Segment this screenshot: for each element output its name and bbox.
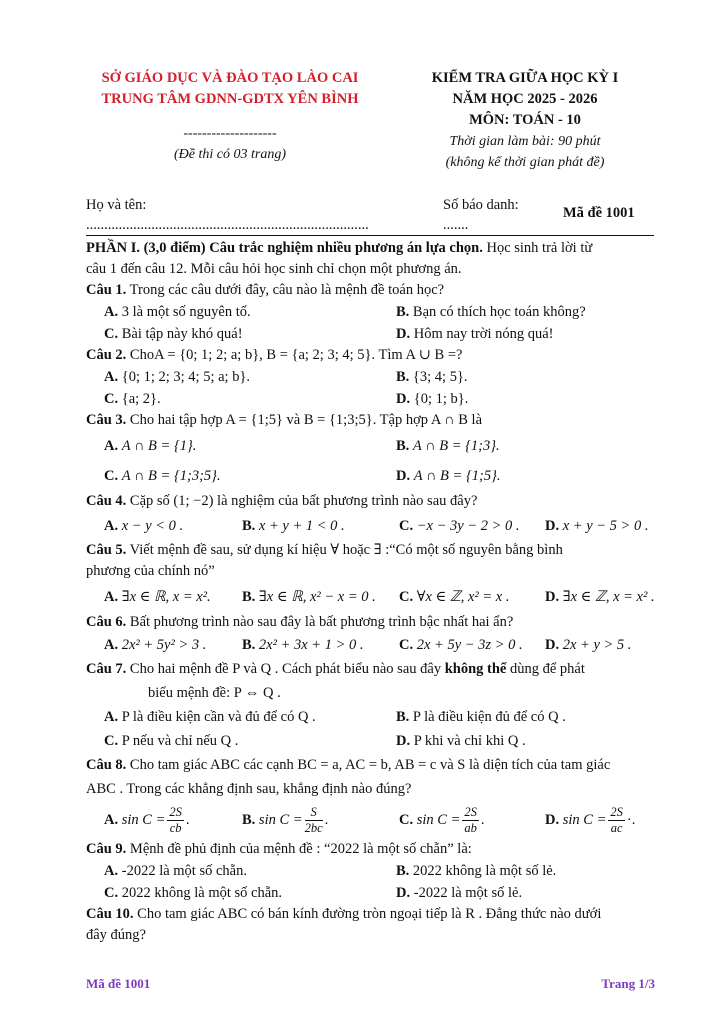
- question-9: Câu 9. Mệnh đề phủ định của mệnh đề : “2022 là một số chẵn” là:: [86, 841, 472, 857]
- option-b[interactable]: B. P là điều kiện đủ để có Q .: [396, 709, 566, 725]
- question-6: Câu 6. Bất phương trình nào sau đây là bất phương trình bậc nhất hai ẩn?: [86, 614, 514, 630]
- part1-instructions: PHẦN I. (3,0 điểm) Câu trắc nghiệm nhiều phương án lựa chọn. Học sinh trả lời từ: [86, 240, 593, 256]
- option-b[interactable]: B. x + y + 1 < 0 .: [242, 518, 345, 534]
- option-d[interactable]: D. -2022 là một số lẻ.: [396, 885, 523, 901]
- question-6-options: [86, 633, 656, 657]
- question-1-options: [86, 301, 656, 323]
- option-a[interactable]: A. {0; 1; 2; 3; 4; 5; a; b}.: [104, 369, 251, 385]
- option-a[interactable]: A. ∃x ∈ ℝ, x = x².: [104, 589, 211, 605]
- question-3: Câu 3. Cho hai tập hợp A = {1;5} và B = {1;3;5}. Tập hợp A ∩ B là: [86, 412, 482, 428]
- student-id: [443, 195, 519, 235]
- option-c[interactable]: C. ∀x ∈ ℤ, x² = x .: [399, 589, 510, 605]
- name-dots: ..............................................................................: [86, 217, 369, 233]
- exam-code: Mã đề 1001: [563, 205, 635, 221]
- option-a[interactable]: A. A ∩ B = {1}.: [104, 438, 197, 454]
- question-2: Câu 2. ChoA = {0; 1; 2; a; b}, B = {a; 2; 3; 4; 5}. Tìm A ∪ B =?: [86, 347, 463, 363]
- option-d[interactable]: D. ∃x ∈ ℤ, x = x² .: [545, 589, 655, 605]
- option-d[interactable]: D. x + y − 5 > 0 .: [545, 518, 649, 534]
- fraction: $\frac{S}{2bc}$: [304, 805, 323, 836]
- option-c[interactable]: C. {a; 2}.: [104, 391, 161, 407]
- option-b[interactable]: B. A ∩ B = {1;3}.: [396, 438, 500, 454]
- center-name: TRUNG TÂM GDNN-GDTX YÊN BÌNH: [101, 91, 359, 107]
- option-d[interactable]: D. 2x + y > 5 .: [545, 637, 632, 653]
- option-b[interactable]: B. 2x² + 3x + 1 > 0 .: [242, 637, 364, 653]
- option-a[interactable]: A. -2022 là một số chẵn.: [104, 863, 247, 879]
- header-divider: --------------------: [183, 126, 277, 141]
- question-5-options: [86, 582, 656, 612]
- header-right: [400, 68, 650, 173]
- option-b[interactable]: B. Bạn có thích học toán không?: [396, 304, 586, 320]
- student-name: [86, 195, 369, 235]
- question-5-line2: phương của chính nó”: [86, 563, 215, 579]
- option-b[interactable]: B. {3; 4; 5}.: [396, 369, 468, 385]
- exam-content: [86, 238, 656, 946]
- option-b[interactable]: B. ∃x ∈ ℝ, x² − x = 0 .: [242, 589, 376, 605]
- question-3-options: [86, 431, 656, 461]
- fraction: $\frac{2S}{ab}$: [464, 805, 477, 836]
- header-rule: [86, 235, 654, 236]
- question-2-options: [86, 366, 656, 388]
- question-8: Câu 8. Cho tam giác ABC các cạnh BC = a, AC = b, AB = c và S là diện tích của tam giác: [86, 757, 611, 773]
- option-a[interactable]: A. sin C = $\frac{2S}{cb}$ .: [104, 805, 190, 836]
- option-c[interactable]: C. P nếu và chỉ nếu Q .: [104, 733, 239, 749]
- school-year: NĂM HỌC 2025 - 2026: [452, 91, 598, 107]
- question-8-line2: ABC . Trong các khẳng định sau, khẳng định nào đúng?: [86, 781, 412, 797]
- question-8-options: [86, 801, 656, 839]
- option-d[interactable]: D. {0; 1; b}.: [396, 391, 469, 407]
- fraction: $\frac{2S}{ac}$: [610, 805, 623, 836]
- question-9-options: [86, 860, 656, 882]
- option-a[interactable]: A. x − y < 0 .: [104, 518, 184, 534]
- option-c[interactable]: C. −x − 3y − 2 > 0 .: [399, 518, 520, 534]
- option-d[interactable]: D. A ∩ B = {1;5}.: [396, 468, 501, 484]
- option-c[interactable]: C. 2022 không là một số chẵn.: [104, 885, 283, 901]
- footer-page-number: Trang 1/3: [601, 976, 655, 991]
- option-d[interactable]: D. Hôm nay trời nóng quá!: [396, 326, 554, 342]
- option-d[interactable]: D. P khi và chỉ khi Q .: [396, 733, 526, 749]
- question-1-options-2: [86, 323, 656, 345]
- part1-title: PHẦN I. (3,0 điểm) Câu trắc nghiệm nhiều phương án lựa chọn.: [86, 240, 483, 256]
- question-4-options: [86, 512, 656, 540]
- option-a[interactable]: A. P là điều kiện cần và đủ để có Q .: [104, 709, 316, 725]
- option-c[interactable]: C. Bài tập này khó quá!: [104, 326, 243, 342]
- question-7-options-2: [86, 729, 656, 753]
- question-2-options-2: [86, 388, 656, 410]
- option-b[interactable]: B. 2022 không là một số lẻ.: [396, 863, 557, 879]
- question-7-options: [86, 705, 656, 729]
- option-a[interactable]: A. 3 là một số nguyên tố.: [104, 304, 251, 320]
- exam-title: KIỂM TRA GIỮA HỌC KỲ I: [431, 70, 619, 86]
- question-4: Câu 4. Cặp số (1; −2) là nghiệm của bất phương trình nào sau đây?: [86, 493, 478, 509]
- option-d[interactable]: D. sin C = $\frac{2S}{ac}$ ·.: [545, 805, 636, 836]
- option-c[interactable]: C. 2x + 5y − 3z > 0 .: [399, 637, 523, 653]
- department-name: SỞ GIÁO DỤC VÀ ĐÀO TẠO LÀO CAI: [101, 70, 359, 86]
- option-c[interactable]: C. A ∩ B = {1;3;5}.: [104, 468, 221, 484]
- question-10-line2: đây đúng?: [86, 927, 146, 943]
- pages-note: (Đề thi có 03 trang): [174, 147, 286, 162]
- option-c[interactable]: C. sin C = $\frac{2S}{ab}$ .: [399, 805, 485, 836]
- name-label: Họ và tên:: [86, 197, 147, 213]
- question-7: Câu 7. Cho hai mệnh đề P và Q . Cách phát biểu nào sau đây không thể dùng để phát: [86, 661, 585, 677]
- question-1: Câu 1. Trong các câu dưới đây, câu nào là mệnh đề toán học?: [86, 282, 445, 298]
- exam-time-note: (không kể thời gian phát đề): [445, 155, 605, 170]
- option-b[interactable]: B. sin C = $\frac{S}{2bc}$ .: [242, 805, 329, 836]
- question-5: Câu 5. Viết mệnh đề sau, sử dụng kí hiệu ∀ hoặc ∃ :“Có một số nguyên bằng bình: [86, 542, 563, 558]
- question-9-options-2: [86, 882, 656, 904]
- id-label: Số báo danh:: [443, 197, 519, 213]
- question-3-options-2: [86, 461, 656, 491]
- exam-time: Thời gian làm bài: 90 phút: [449, 134, 601, 149]
- id-dots: .......: [443, 217, 469, 233]
- footer-exam-code: Mã đề 1001: [86, 976, 151, 991]
- fraction: $\frac{2S}{cb}$: [169, 805, 182, 836]
- question-10: Câu 10. Cho tam giác ABC có bán kính đường tròn ngoại tiếp là R . Đẳng thức nào dưới: [86, 906, 602, 922]
- question-7-line2: biểu mệnh đề: P ⇔ Q .: [148, 685, 281, 701]
- subject: MÔN: TOÁN - 10: [469, 112, 581, 128]
- header-left: [70, 68, 390, 165]
- part1-instructions-2: câu 1 đến câu 12. Mỗi câu hỏi học sinh chỉ chọn một phương án.: [86, 261, 462, 277]
- option-a[interactable]: A. 2x² + 5y² > 3 .: [104, 637, 207, 653]
